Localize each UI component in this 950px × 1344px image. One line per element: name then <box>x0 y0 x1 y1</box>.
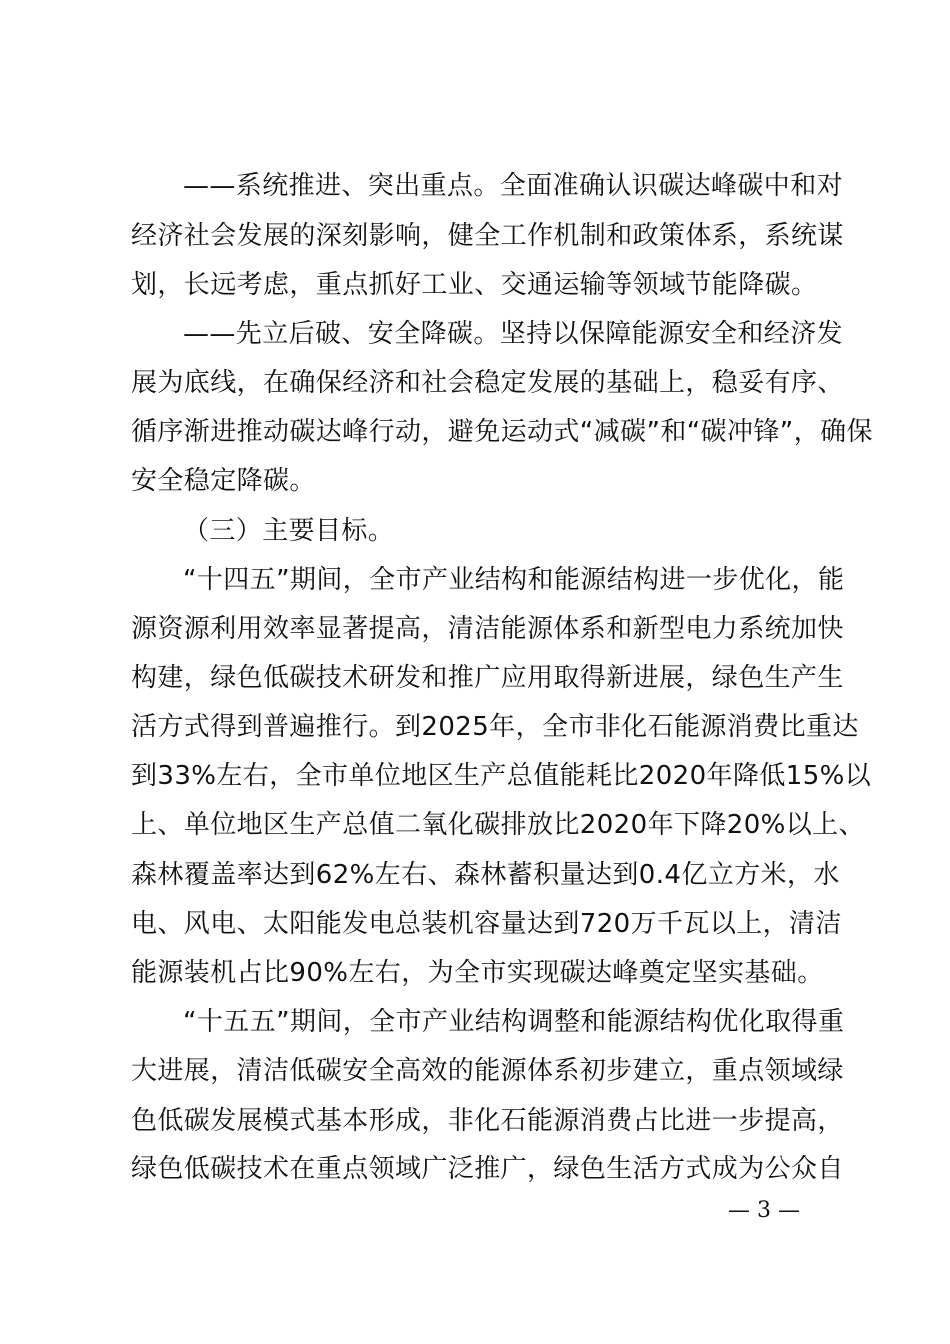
text-line: 绿色低碳技术在重点领域广泛推广，绿色生活方式成为公众自 <box>131 1154 844 1184</box>
page-number: — 3 — <box>728 1198 800 1223</box>
text-line: 经济社会发展的深刻影响，健全工作机制和政策体系，系统谋 <box>131 221 844 251</box>
text-line: 活方式得到普遍推行。到2025年，全市非化石能源消费比重达 <box>131 712 859 742</box>
text-line: 能源装机占比90%左右，为全市实现碳达峰奠定坚实基础。 <box>131 958 824 988</box>
text-line: ——系统推进、突出重点。全面准确认识碳达峰碳中和对 <box>183 171 844 201</box>
text-line: 展为底线，在确保经济和社会稳定发展的基础上，稳妥有序、 <box>131 368 844 398</box>
text-line: 循序渐进推动碳达峰行动，避免运动式“减碳”和“碳冲锋”，确保 <box>131 417 873 447</box>
text-line: 电、风电、太阳能发电总装机容量达到720万千瓦以上，清洁 <box>131 909 842 939</box>
text-line: 大进展，清洁低碳安全高效的能源体系初步建立，重点领域绿 <box>131 1056 844 1086</box>
text-line: 到33%左右，全市单位地区生产总值能耗比2020年降低15%以 <box>131 761 872 791</box>
text-line: 划，长远考虑，重点抓好工业、交通运输等领域节能降碳。 <box>131 270 818 300</box>
text-line: 色低碳发展模式基本形成，非化石能源消费占比进一步提高， <box>131 1106 844 1136</box>
text-line: ——先立后破、安全降碳。坚持以保障能源安全和经济发 <box>183 319 844 349</box>
text-line: “十四五”期间，全市产业结构和能源结构进一步优化，能 <box>183 565 845 595</box>
text-line: 安全稳定降碳。 <box>131 466 316 496</box>
text-line: 森林覆盖率达到62%左右、森林蓄积量达到0.4亿立方米，水 <box>131 860 840 890</box>
text-line: “十五五”期间，全市产业结构调整和能源结构优化取得重 <box>183 1007 845 1037</box>
text-line: 源资源利用效率显著提高，清洁能源体系和新型电力系统加快 <box>131 614 844 644</box>
text-line: 上、单位地区生产总值二氧化碳排放比2020年下降20%以上、 <box>131 810 865 840</box>
text-line: 构建，绿色低碳技术研发和推广应用取得新进展，绿色生产生 <box>131 663 844 693</box>
section-heading: （三）主要目标。 <box>183 516 395 546</box>
